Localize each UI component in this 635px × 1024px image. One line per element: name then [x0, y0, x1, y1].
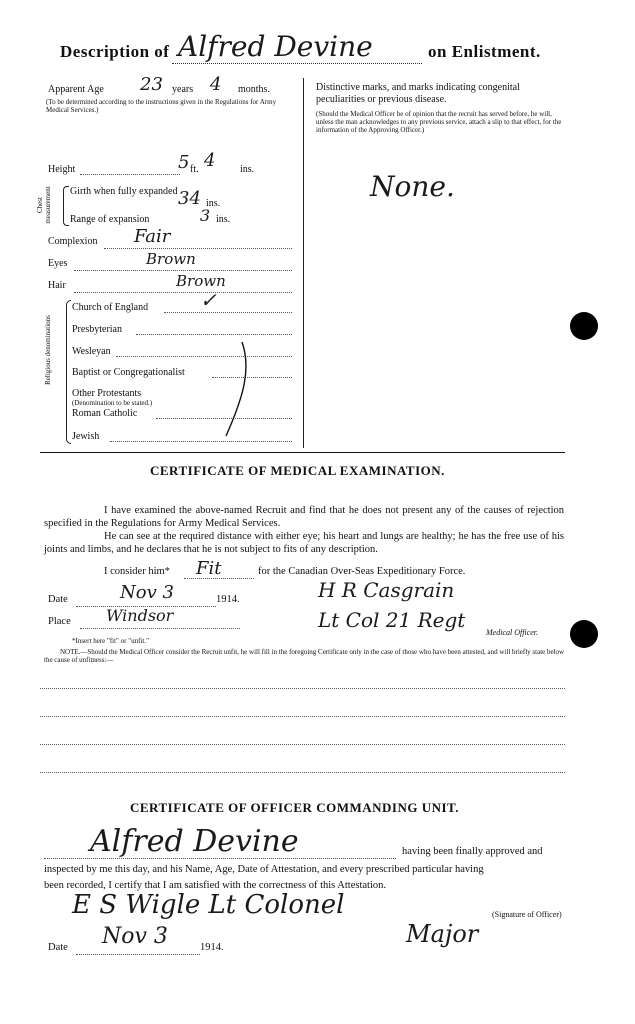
apparent-age-label: Apparent Age [48, 84, 104, 95]
religion-tick-mark: ✓ [200, 288, 217, 312]
medical-date-value: Nov 3 [120, 582, 174, 603]
religion-church-of-england: Church of England [72, 302, 149, 313]
commanding-text-c: been recorded, I certify that I am satisfied with the correctness of this Attestation. [44, 880, 387, 891]
age-note: (To be determined according to the instructions given in the Regulations for Army Medical Services.) [46, 98, 277, 114]
description-of-label: Description of [60, 42, 170, 61]
commanding-date-value: Nov 3 [102, 924, 168, 949]
months-label: months. [238, 84, 270, 95]
chest-label [36, 182, 52, 228]
binder-hole-bottom [570, 620, 598, 648]
medical-para2: He can see at the required distance with either eye; his heart and lungs are healthy; he has the free use of his joints and limbs, and he declares that he is not subject to fits of any description. [44, 531, 564, 555]
girth-label: Girth when fully expanded [70, 186, 178, 197]
medical-title: CERTIFICATE OF MEDICAL EXAMINATION. [150, 463, 445, 478]
religion-presbyterian: Presbyterian [72, 324, 122, 335]
hair-value: Brown [176, 272, 226, 290]
height-inches: 4 [204, 150, 216, 171]
range-ins-label: ins. [216, 214, 231, 225]
girth-ins-label: ins. [206, 198, 221, 209]
on-enlistment-label: on Enlistment. [428, 42, 541, 61]
religion-label [44, 310, 52, 390]
years-label: years [172, 84, 194, 95]
denomination-note: (Denomination to be stated.) [72, 399, 153, 407]
age-years: 23 [140, 74, 163, 95]
eyes-value: Brown [146, 250, 196, 268]
commanding-title: CERTIFICATE OF OFFICER COMMANDING UNIT. [130, 800, 459, 815]
girth-value: 34 [178, 188, 201, 209]
consider-suffix: for the Canadian Over-Seas Expeditionary Force. [258, 566, 466, 577]
height-label: Height [48, 164, 76, 175]
commanding-year: 1914. [200, 942, 224, 953]
insert-note: *Insert here "fit" or "unfit." [72, 637, 149, 645]
medical-signature-2: Lt Col 21 Regt [318, 608, 466, 632]
religion-wesleyan: Wesleyan [72, 346, 111, 357]
commanding-signature: E S Wigle Lt Colonel [72, 890, 345, 920]
marks-note: (Should the Medical Officer be of opinion that the recruit has served before, he will, unless the man acknowledges to any previous service, attach a slip to that effect, for the information of the Approving Officer.) [316, 110, 562, 134]
commanding-date-label: Date [48, 942, 68, 953]
recruit-name: Alfred Devine [178, 30, 373, 63]
complexion-label: Complexion [48, 236, 98, 247]
commanding-text-a: having been finally approved and [402, 846, 543, 857]
eyes-label: Eyes [48, 258, 68, 269]
religion-jewish: Jewish [72, 431, 100, 442]
ins-label: ins. [240, 164, 255, 175]
fitness-value: Fit [196, 558, 222, 579]
range-label: Range of expansion [70, 214, 150, 225]
marks-value: None. [370, 170, 455, 203]
religion-stroke-mark [222, 340, 262, 440]
nota-note: NOTE.—Should the Medical Officer consider the Recruit unfit, he will fill in the foregoing Certificate only in the case of those who have been attested, and will briefly state below the cause of unfitness:— [44, 648, 565, 664]
age-months: 4 [210, 74, 222, 95]
place-label: Place [48, 616, 71, 627]
place-value: Windsor [106, 606, 174, 625]
religion-baptist: Baptist or Congregationalist [72, 367, 185, 378]
medical-officer-label: Medical Officer. [486, 628, 538, 637]
binder-hole-top [570, 312, 598, 340]
religion-other-protestants: Other Protestants [72, 388, 142, 399]
chest-label-text: Chest measurement [36, 186, 52, 224]
religion-roman-catholic: Roman Catholic [72, 408, 138, 419]
religion-label-text: Religious denominations [44, 315, 52, 385]
medical-year: 1914. [216, 594, 240, 605]
hair-label: Hair [48, 280, 66, 291]
commanding-name: Alfred Devine [90, 824, 299, 859]
height-feet: 5 [178, 152, 190, 173]
medical-para1: I have examined the above-named Recruit and find that he does not present any of the causes of rejection specified in the Regulations for Army Medical Services. [44, 505, 564, 529]
medical-signature-1: H R Casgrain [318, 578, 455, 602]
medical-date-label: Date [48, 594, 68, 605]
range-value: 3 [200, 206, 211, 225]
complexion-value: Fair [134, 226, 171, 247]
consider-prefix: I consider him* [104, 566, 170, 577]
ft-label: ft. [190, 164, 199, 175]
signature-of-officer-label: (Signature of Officer) [492, 910, 562, 919]
commanding-rank: Major [406, 920, 479, 948]
commanding-text-b: inspected by me this day, and his Name, Age, Date of Attestation, and every prescribed particular having [44, 864, 484, 875]
marks-label: Distinctive marks, and marks indicating congenital peculiarities or previous disease. [316, 82, 520, 105]
